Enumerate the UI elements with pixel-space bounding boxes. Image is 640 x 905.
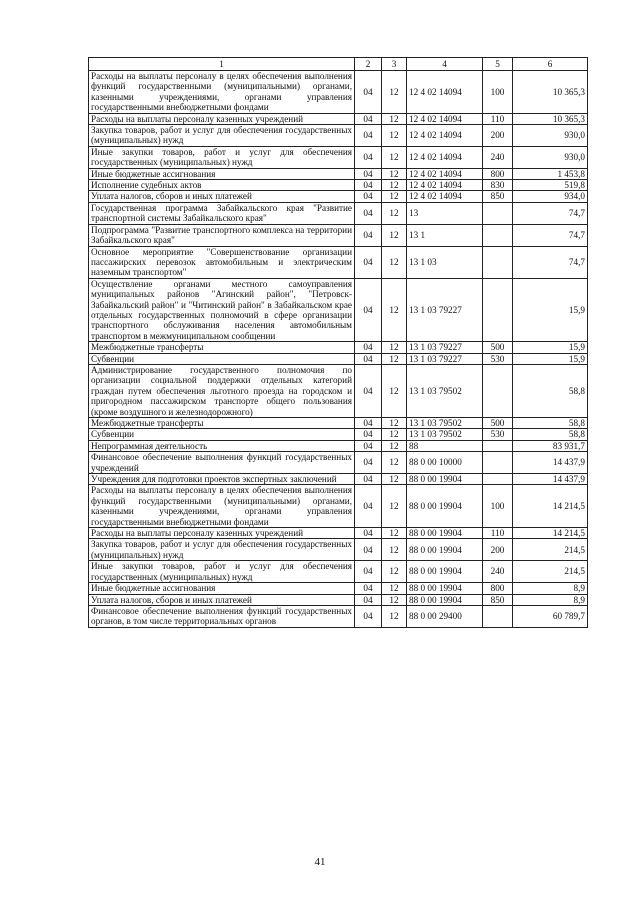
row-section: 04 — [355, 342, 382, 353]
row-subsection: 12 — [382, 539, 407, 561]
row-target-article: 13 1 03 79502 — [407, 364, 483, 417]
row-expense-type: 800 — [483, 583, 513, 594]
row-expense-type — [483, 440, 513, 451]
row-name: Осуществление органами местного самоуправления муниципальных районов "Агинский район", "Петровск-Забайкальский район" и "Читинский район" в Забайкальском крае отдельных государственных полномочий в сфере организации транспортного обслуживания населения автомобильным транспортом в межмуниципальном сообщении — [89, 278, 355, 341]
table-row — [89, 474, 588, 485]
row-amount: 58,8 — [513, 364, 588, 417]
row-subsection: 12 — [382, 583, 407, 594]
row-name: Уплата налогов, сборов и иных платежей — [89, 594, 355, 605]
row-name: Иные бюджетные ассигнования — [89, 583, 355, 594]
row-target-article: 13 1 — [407, 224, 483, 246]
row-section: 04 — [355, 485, 382, 528]
row-section: 04 — [355, 583, 382, 594]
row-target-article: 88 0 00 19904 — [407, 594, 483, 605]
table-row — [89, 113, 588, 124]
row-name: Иные закупки товаров, работ и услуг для обеспечения государственных (муниципальных) нужд — [89, 561, 355, 583]
row-section: 04 — [355, 474, 382, 485]
row-subsection: 12 — [382, 561, 407, 583]
row-subsection: 12 — [382, 180, 407, 191]
table-row — [89, 539, 588, 561]
table-row — [89, 583, 588, 594]
row-expense-type: 100 — [483, 71, 513, 114]
row-name: Уплата налогов, сборов и иных платежей — [89, 191, 355, 202]
row-subsection: 12 — [382, 474, 407, 485]
row-target-article: 88 — [407, 440, 483, 451]
row-expense-type: 110 — [483, 528, 513, 539]
row-section: 04 — [355, 418, 382, 429]
row-name: Межбюджетные трансферты — [89, 418, 355, 429]
table-row — [89, 342, 588, 353]
row-subsection: 12 — [382, 605, 407, 627]
row-subsection: 12 — [382, 191, 407, 202]
row-section: 04 — [355, 364, 382, 417]
row-target-article: 88 0 00 19904 — [407, 474, 483, 485]
row-expense-type — [483, 246, 513, 278]
row-expense-type: 500 — [483, 342, 513, 353]
row-amount: 8,9 — [513, 594, 588, 605]
header-col-1: 1 — [89, 58, 355, 71]
row-target-article: 12 4 02 14094 — [407, 180, 483, 191]
row-expense-type: 530 — [483, 429, 513, 440]
row-expense-type: 830 — [483, 180, 513, 191]
row-amount: 74,7 — [513, 224, 588, 246]
row-target-article: 13 1 03 79227 — [407, 278, 483, 341]
row-amount: 58,8 — [513, 418, 588, 429]
row-subsection: 12 — [382, 71, 407, 114]
row-name: Расходы на выплаты персоналу казенных учреждений — [89, 113, 355, 124]
row-expense-type — [483, 278, 513, 341]
row-target-article: 13 1 03 79502 — [407, 429, 483, 440]
table-row — [89, 278, 588, 341]
row-expense-type: 100 — [483, 485, 513, 528]
table-row — [89, 191, 588, 202]
row-subsection: 12 — [382, 528, 407, 539]
row-amount: 60 789,7 — [513, 605, 588, 627]
row-amount: 15,9 — [513, 278, 588, 341]
table-row — [89, 429, 588, 440]
row-expense-type — [483, 202, 513, 224]
row-section: 04 — [355, 452, 382, 474]
row-target-article: 13 1 03 79227 — [407, 342, 483, 353]
row-name: Расходы на выплаты персоналу в целях обеспечения выполнения функций государственными (муниципальными) органами, казенными учреждениями, органами управления государственными внебюджетными фондами — [89, 485, 355, 528]
table-row — [89, 418, 588, 429]
row-amount: 934,0 — [513, 191, 588, 202]
table-row — [89, 561, 588, 583]
table-row — [89, 180, 588, 191]
row-expense-type: 800 — [483, 168, 513, 179]
row-target-article: 88 0 00 19904 — [407, 583, 483, 594]
row-subsection: 12 — [382, 278, 407, 341]
row-subsection: 12 — [382, 440, 407, 451]
row-section: 04 — [355, 429, 382, 440]
row-target-article: 88 0 00 19904 — [407, 528, 483, 539]
row-target-article: 12 4 02 14094 — [407, 125, 483, 147]
row-section: 04 — [355, 125, 382, 147]
row-subsection: 12 — [382, 125, 407, 147]
row-expense-type: 240 — [483, 561, 513, 583]
row-section: 04 — [355, 246, 382, 278]
row-name: Расходы на выплаты персоналу казенных учреждений — [89, 528, 355, 539]
row-target-article: 13 1 03 79227 — [407, 353, 483, 364]
header-col-2: 2 — [355, 58, 382, 71]
table-row — [89, 353, 588, 364]
row-section: 04 — [355, 605, 382, 627]
row-amount: 74,7 — [513, 246, 588, 278]
row-target-article: 12 4 02 14094 — [407, 168, 483, 179]
row-amount: 214,5 — [513, 539, 588, 561]
row-expense-type — [483, 474, 513, 485]
row-amount: 519,8 — [513, 180, 588, 191]
table-row — [89, 71, 588, 114]
row-subsection: 12 — [382, 113, 407, 124]
row-name: Администрирование государственного полномочия по организации социальной поддержки отдельных категорий граждан путем обеспечения льготного проезда на городском и пригородном пассажирском транспорте общего пользования (кроме воздушного и железнодорожного) — [89, 364, 355, 417]
row-name: Закупка товаров, работ и услуг для обеспечения государственных (муниципальных) нужд — [89, 539, 355, 561]
row-section: 04 — [355, 561, 382, 583]
row-target-article: 88 0 00 19904 — [407, 561, 483, 583]
row-name: Основное мероприятие "Совершенствование организации пассажирских перевозок автомобильным и электрическим наземным транспортом" — [89, 246, 355, 278]
row-section: 04 — [355, 278, 382, 341]
row-target-article: 13 1 03 — [407, 246, 483, 278]
row-amount: 83 931,7 — [513, 440, 588, 451]
row-amount: 1 453,8 — [513, 168, 588, 179]
row-target-article: 13 1 03 79502 — [407, 418, 483, 429]
row-section: 04 — [355, 594, 382, 605]
header-row — [89, 58, 588, 71]
row-subsection: 12 — [382, 452, 407, 474]
row-target-article: 88 0 00 10000 — [407, 452, 483, 474]
table-row — [89, 125, 588, 147]
row-amount: 930,0 — [513, 146, 588, 168]
row-amount: 10 365,3 — [513, 71, 588, 114]
row-expense-type: 200 — [483, 125, 513, 147]
row-name: Субвенции — [89, 353, 355, 364]
table-row — [89, 202, 588, 224]
header-col-3: 3 — [382, 58, 407, 71]
row-expense-type: 240 — [483, 146, 513, 168]
row-target-article: 12 4 02 14094 — [407, 113, 483, 124]
table-row — [89, 146, 588, 168]
row-name: Финансовое обеспечение выполнения функций государственных учреждений — [89, 452, 355, 474]
table-header — [89, 58, 588, 71]
row-name: Иные закупки товаров, работ и услуг для обеспечения государственных (муниципальных) нужд — [89, 146, 355, 168]
row-amount: 214,5 — [513, 561, 588, 583]
row-target-article: 88 0 00 19904 — [407, 485, 483, 528]
row-target-article: 12 4 02 14094 — [407, 191, 483, 202]
row-name: Государственная программа Забайкальского края "Развитие транспортной системы Забайкальского края" — [89, 202, 355, 224]
row-target-article: 12 4 02 14094 — [407, 146, 483, 168]
row-expense-type: 110 — [483, 113, 513, 124]
row-subsection: 12 — [382, 168, 407, 179]
row-amount: 15,9 — [513, 342, 588, 353]
row-target-article: 88 0 00 29400 — [407, 605, 483, 627]
row-section: 04 — [355, 180, 382, 191]
row-section: 04 — [355, 353, 382, 364]
row-expense-type — [483, 452, 513, 474]
row-name: Закупка товаров, работ и услуг для обеспечения государственных (муниципальных) нужд — [89, 125, 355, 147]
row-target-article: 12 4 02 14094 — [407, 71, 483, 114]
table-row — [89, 246, 588, 278]
table-row — [89, 224, 588, 246]
row-amount: 15,9 — [513, 353, 588, 364]
header-col-4: 4 — [407, 58, 483, 71]
row-amount: 14 437,9 — [513, 474, 588, 485]
row-name: Исполнение судебных актов — [89, 180, 355, 191]
row-subsection: 12 — [382, 246, 407, 278]
row-amount: 930,0 — [513, 125, 588, 147]
row-section: 04 — [355, 528, 382, 539]
row-section: 04 — [355, 168, 382, 179]
row-section: 04 — [355, 146, 382, 168]
table-row — [89, 440, 588, 451]
row-expense-type: 530 — [483, 353, 513, 364]
row-subsection: 12 — [382, 146, 407, 168]
row-expense-type: 850 — [483, 594, 513, 605]
row-expense-type — [483, 605, 513, 627]
row-expense-type: 500 — [483, 418, 513, 429]
row-amount: 14 437,9 — [513, 452, 588, 474]
row-section: 04 — [355, 113, 382, 124]
row-section: 04 — [355, 539, 382, 561]
row-section: 04 — [355, 191, 382, 202]
row-amount: 74,7 — [513, 202, 588, 224]
row-amount: 10 365,3 — [513, 113, 588, 124]
row-amount: 8,9 — [513, 583, 588, 594]
header-col-6: 6 — [513, 58, 588, 71]
table-body — [89, 71, 588, 628]
row-name: Финансовое обеспечение выполнения функций государственных органов, в том числе территориальных органов — [89, 605, 355, 627]
row-name: Расходы на выплаты персоналу в целях обеспечения выполнения функций государственными (муниципальными) органами, казенными учреждениями, органами управления государственными внебюджетными фондами — [89, 71, 355, 114]
row-amount: 58,8 — [513, 429, 588, 440]
row-subsection: 12 — [382, 418, 407, 429]
table-row — [89, 452, 588, 474]
row-subsection: 12 — [382, 353, 407, 364]
table-row — [89, 594, 588, 605]
row-amount: 14 214,5 — [513, 485, 588, 528]
row-section: 04 — [355, 202, 382, 224]
row-expense-type: 850 — [483, 191, 513, 202]
row-subsection: 12 — [382, 485, 407, 528]
row-amount: 14 214,5 — [513, 528, 588, 539]
row-name: Подпрограмма "Развитие транспортного комплекса на территории Забайкальского края" — [89, 224, 355, 246]
row-expense-type — [483, 364, 513, 417]
row-expense-type: 200 — [483, 539, 513, 561]
table-row — [89, 364, 588, 417]
table-row — [89, 485, 588, 528]
row-section: 04 — [355, 71, 382, 114]
row-expense-type — [483, 224, 513, 246]
row-subsection: 12 — [382, 364, 407, 417]
table-row — [89, 168, 588, 179]
row-subsection: 12 — [382, 594, 407, 605]
table-row — [89, 605, 588, 627]
row-name: Непрограммная деятельность — [89, 440, 355, 451]
row-section: 04 — [355, 440, 382, 451]
row-name: Межбюджетные трансферты — [89, 342, 355, 353]
row-subsection: 12 — [382, 429, 407, 440]
row-target-article: 13 — [407, 202, 483, 224]
row-target-article: 88 0 00 19904 — [407, 539, 483, 561]
row-name: Учреждения для подготовки проектов экспертных заключений — [89, 474, 355, 485]
budget-table — [88, 57, 588, 628]
row-subsection: 12 — [382, 342, 407, 353]
header-col-5: 5 — [483, 58, 513, 71]
row-name: Субвенции — [89, 429, 355, 440]
row-name: Иные бюджетные ассигнования — [89, 168, 355, 179]
row-subsection: 12 — [382, 224, 407, 246]
row-subsection: 12 — [382, 202, 407, 224]
table-row — [89, 528, 588, 539]
page-number: 41 — [314, 856, 326, 868]
row-section: 04 — [355, 224, 382, 246]
